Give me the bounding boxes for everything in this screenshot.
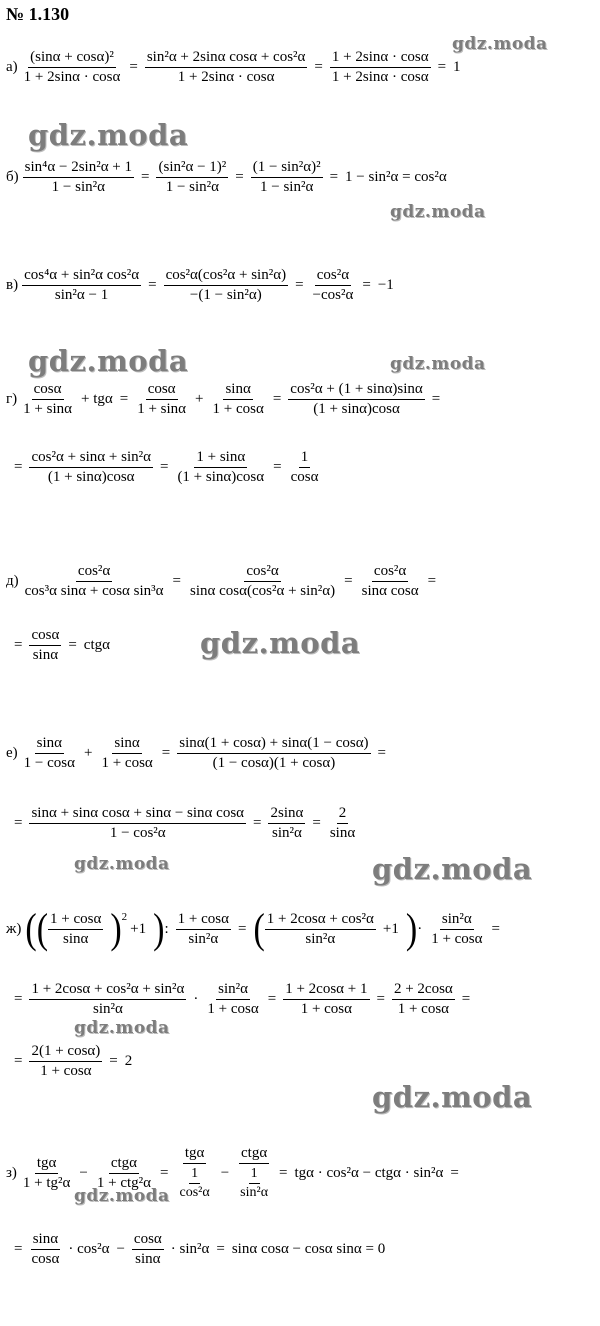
equation-z-line1: з) $\frac{\text{tgα}}{\text{1 + tg²α}}$ − $\frac{\text{ctgα}}{\text{1 + ctg²α}}$ = $\frac{\text{tgα}}{\frac{1}{\text{cos²α}}}$ − $\frac{\text{ctgα}}{\frac{1}{\text{sin²α}}}$ = tgα · cos²α − ctgα · sin²α =: [6, 1145, 459, 1200]
fraction: $\frac{\sin\alpha(1 + \cos\alpha) + \sin\alpha(1 - \cos\alpha)}{(1 - \cos\alpha)(1 + \cos\alpha)}$: [179, 735, 369, 771]
fraction: $\frac{\text{(sin²α − 1)²}}{\text{1 − sin²α}}$: [158, 159, 227, 195]
equation-e-line2: = $\frac{\text{sinα + sinα cosα + sinα − sinα cosα}}{\text{1 − cos²α}}$ = $\frac{2\sin\alpha}{\text{sin²α}}$ = $\frac{2}{\sin\alpha}$: [14, 805, 356, 841]
result: ctgα: [83, 637, 110, 653]
equation-zh-line3: = $\frac{2(1 + \cos\alpha)}{1 + \cos\alpha}$ = 2: [14, 1043, 133, 1079]
fraction: $\frac{2\sin\alpha}{\text{sin²α}}$: [270, 805, 304, 841]
fraction: $\frac{2 + 2\cos\alpha}{1 + \cos\alpha}$: [393, 981, 453, 1017]
fraction: $\frac{\text{tgα}}{\text{1 + tg²α}}$: [22, 1154, 71, 1191]
fraction: $\frac{\text{sinα + sinα cosα + sinα − sinα cosα}}{\text{1 − cos²α}}$: [31, 805, 245, 841]
fraction: $\frac{\cos\alpha}{\sin\alpha}$: [133, 1231, 162, 1267]
fraction: $\frac{1}{\cos\alpha}$: [290, 449, 319, 485]
fraction: $\frac{\text{sin⁴α − 2sin²α + 1}}{\text{1 − sin²α}}$: [24, 159, 133, 195]
equation-d-line2: = $\frac{\cos\alpha}{\sin\alpha}$ = ctgα: [14, 627, 110, 663]
result: 1 − sin²α = cos²α: [345, 169, 447, 185]
fraction: $\frac{1 + \sin\alpha}{(1 + \sin\alpha)\cos\alpha}$: [177, 449, 265, 485]
equation-b: б) $\frac{\text{sin⁴α − 2sin²α + 1}}{\text{1 − sin²α}}$ = $\frac{\text{(sin²α − 1)²}}{\text{1 − sin²α}}$ = $\frac{\text{(1 − sin²α)²}}{\text{1 − sin²α}}$ = 1 − sin²α = cos²α: [6, 159, 447, 195]
fraction: $\frac{\text{cos²α}}{\text{sinα cosα(cos²α + sin²α)}}$: [190, 563, 336, 599]
fraction: $\frac{\text{tgα}}{\frac{1}{\text{cos²α}}}$: [179, 1145, 210, 1200]
fraction: $\frac{\sin\alpha}{1 + \cos\alpha}$: [101, 735, 153, 771]
fraction: $\frac{\text{1 + 2cosα + cos²α}}{\text{sin²α}}$: [266, 911, 374, 947]
watermark: gdz.moda: [372, 852, 533, 886]
fraction: $\frac{1 + 2\cos\alpha + 1}{1 + \cos\alpha}$: [285, 981, 368, 1017]
watermark: gdz.moda: [74, 1186, 170, 1206]
watermark: gdz.moda: [74, 854, 170, 874]
fraction: $\frac{2}{\sin\alpha}$: [329, 805, 356, 841]
fraction: $\frac{\text{sin²α}}{1 + \cos\alpha}$: [207, 981, 259, 1017]
fraction: $\frac{\text{cos²α(cos²α + sin²α)}}{\text{−(1 − sin²α)}}$: [165, 267, 287, 303]
watermark: gdz.moda: [28, 344, 189, 378]
fraction: $\frac{1 + \cos\alpha}{\text{sin²α}}$: [177, 911, 229, 947]
fraction: $\frac{\cos\alpha}{1 + \sin\alpha}$: [137, 381, 187, 417]
fraction: $\frac{\text{cos²α}}{\text{sinα cosα}}$: [361, 563, 419, 599]
problem-number: № 1.130: [6, 4, 70, 24]
fraction: $\frac{\text{cos²α}}{\text{−cos²α}}$: [312, 267, 354, 303]
fraction: $\frac{1 + 2\sin\alpha \cdot \cos\alpha}{1 + 2\sin\alpha \cdot \cos\alpha}$: [331, 49, 429, 85]
fraction: $\frac{\text{(1 − sin²α)²}}{\text{1 − sin²α}}$: [252, 159, 321, 195]
watermark: gdz.moda: [390, 202, 486, 222]
watermark: gdz.moda: [200, 626, 361, 660]
equation-e-line1: е) $\frac{\sin\alpha}{1 - \cos\alpha}$ + $\frac{\sin\alpha}{1 + \cos\alpha}$ = $\frac{\sin\alpha(1 + \cos\alpha) + \sin\alpha(1 - \cos\alpha)}{(1 - \cos\alpha)(1 + \cos\alpha)}$ =: [6, 735, 387, 771]
fraction: $\frac{\text{sin²α}}{1 + \cos\alpha}$: [431, 911, 483, 947]
fraction: $\frac{\cos\alpha}{\sin\alpha}$: [31, 627, 60, 663]
fraction: $\frac{\text{cos²α + sinα + sin²α}}{(1 + \sin\alpha)\cos\alpha}$: [31, 449, 151, 485]
result: −1: [377, 277, 394, 293]
fraction: $\frac{\text{(sinα + cosα)²}}{1 + 2\sin\alpha \cdot \cos\alpha}$: [23, 49, 121, 85]
fraction: $\frac{\text{ctgα}}{\frac{1}{\text{sin²α}}}$: [240, 1145, 269, 1200]
watermark: gdz.moda: [74, 1018, 170, 1038]
fraction: $\frac{2(1 + \cos\alpha)}{1 + \cos\alpha}$: [31, 1043, 101, 1079]
fraction: $\frac{1 + \cos\alpha}{\sin\alpha}$: [50, 911, 102, 947]
item-label: в): [6, 277, 19, 293]
equation-g-line1: г) $\frac{\cos\alpha}{1 + \sin\alpha}$ + tgα = $\frac{\cos\alpha}{1 + \sin\alpha}$ + $\frac{\sin\alpha}{1 + \cos\alpha}$ = $\frac{\text{cos²α + (1 + sinα)sinα}}{(1 + \sin\alpha)\cos\alpha}$ =: [6, 381, 441, 417]
fraction: $\frac{\sin\alpha}{1 + \cos\alpha}$: [212, 381, 264, 417]
equation-g-line2: = $\frac{\text{cos²α + sinα + sin²α}}{(1 + \sin\alpha)\cos\alpha}$ = $\frac{1 + \sin\alpha}{(1 + \sin\alpha)\cos\alpha}$ = $\frac{1}{\cos\alpha}$: [14, 449, 319, 485]
fraction: $\frac{\sin\alpha}{1 - \cos\alpha}$: [23, 735, 75, 771]
equation-zh-line2: = $\frac{\text{1 + 2cosα + cos²α + sin²α}}{\text{sin²α}}$ · $\frac{\text{sin²α}}{1 + \cos\alpha}$ = $\frac{1 + 2\cos\alpha + 1}{1 + \cos\alpha}$ = $\frac{2 + 2\cos\alpha}{1 + \cos\alpha}$ =: [14, 981, 471, 1017]
item-label: д): [6, 573, 19, 589]
equation-zh-line1: ж) ( ( $\frac{1 + \cos\alpha}{\sin\alpha}$ ) 2 +1 ) : $\frac{1 + \cos\alpha}{\text{sin²α}}$ = ( $\frac{\text{1 + 2cosα + cos²α}}{\text{sin²α}}$ +1 ) · $\frac{\text{sin²α}}{1 + \cos\alpha}$ =: [6, 906, 500, 953]
item-label: ж): [6, 921, 22, 937]
watermark: gdz.moda: [28, 118, 189, 152]
watermark: gdz.moda: [372, 1080, 533, 1114]
watermark: gdz.moda: [390, 354, 486, 374]
watermark: gdz.moda: [452, 34, 548, 54]
item-label: з): [6, 1164, 17, 1181]
item-label: а): [6, 59, 18, 75]
fraction: $\frac{\text{cos⁴α + sin²α cos²α}}{\text{sin²α − 1}}$: [24, 267, 140, 303]
equation-a: а) $\frac{\text{(sinα + cosα)²}}{1 + 2\sin\alpha \cdot \cos\alpha}$ = $\frac{\text{sin²α + 2sinα cosα + cos²α}}{1 + 2\sin\alpha \cdot \cos\alpha}$ = $\frac{1 + 2\sin\alpha \cdot \cos\alpha}{1 + 2\sin\alpha \cdot \cos\alpha}$ = 1: [6, 49, 461, 85]
fraction: $\frac{\text{cos²α}}{\text{cos³α sinα + cosα sin³α}}$: [24, 563, 164, 599]
equation-v: в) $\frac{\text{cos⁴α + sin²α cos²α}}{\text{sin²α − 1}}$ = $\frac{\text{cos²α(cos²α + sin²α)}}{\text{−(1 − sin²α)}}$ = $\frac{\text{cos²α}}{\text{−cos²α}}$ = −1: [6, 267, 394, 303]
equation-z-line2: = $\frac{\sin\alpha}{\cos\alpha}$ · cos²α − $\frac{\cos\alpha}{\sin\alpha}$ · sin²α = sinα cosα − cosα sinα = 0: [14, 1231, 386, 1267]
fraction: $\frac{\text{sin²α + 2sinα cosα + cos²α}}{1 + 2\sin\alpha \cdot \cos\alpha}$: [146, 49, 306, 85]
fraction: $\frac{\cos\alpha}{1 + \sin\alpha}$: [23, 381, 72, 417]
fraction: $\frac{\text{1 + 2cosα + cos²α + sin²α}}{\text{sin²α}}$: [31, 981, 185, 1017]
fraction: $\frac{\sin\alpha}{\cos\alpha}$: [31, 1231, 60, 1267]
fraction: $\frac{\text{cos²α + (1 + sinα)sinα}}{(1 + \sin\alpha)\cos\alpha}$: [290, 381, 423, 417]
result: 2: [124, 1053, 133, 1069]
equation-d-line1: д) $\frac{\text{cos²α}}{\text{cos³α sinα + cosα sin³α}}$ = $\frac{\text{cos²α}}{\text{sinα cosα(cos²α + sin²α)}}$ = $\frac{\text{cos²α}}{\text{sinα cosα}}$ =: [6, 563, 437, 599]
nested-fraction: $\frac{1}{\text{cos²α}}$: [179, 1166, 210, 1200]
item-label: г): [6, 391, 18, 407]
nested-fraction: $\frac{1}{\text{sin²α}}$: [240, 1166, 269, 1200]
result: sinα cosα − cosα sinα = 0: [231, 1241, 386, 1257]
item-label: е): [6, 745, 18, 761]
item-label: б): [6, 169, 19, 185]
fraction: $\frac{\text{ctgα}}{\text{1 + ctg²α}}$: [96, 1154, 152, 1191]
result: 1: [453, 59, 461, 75]
